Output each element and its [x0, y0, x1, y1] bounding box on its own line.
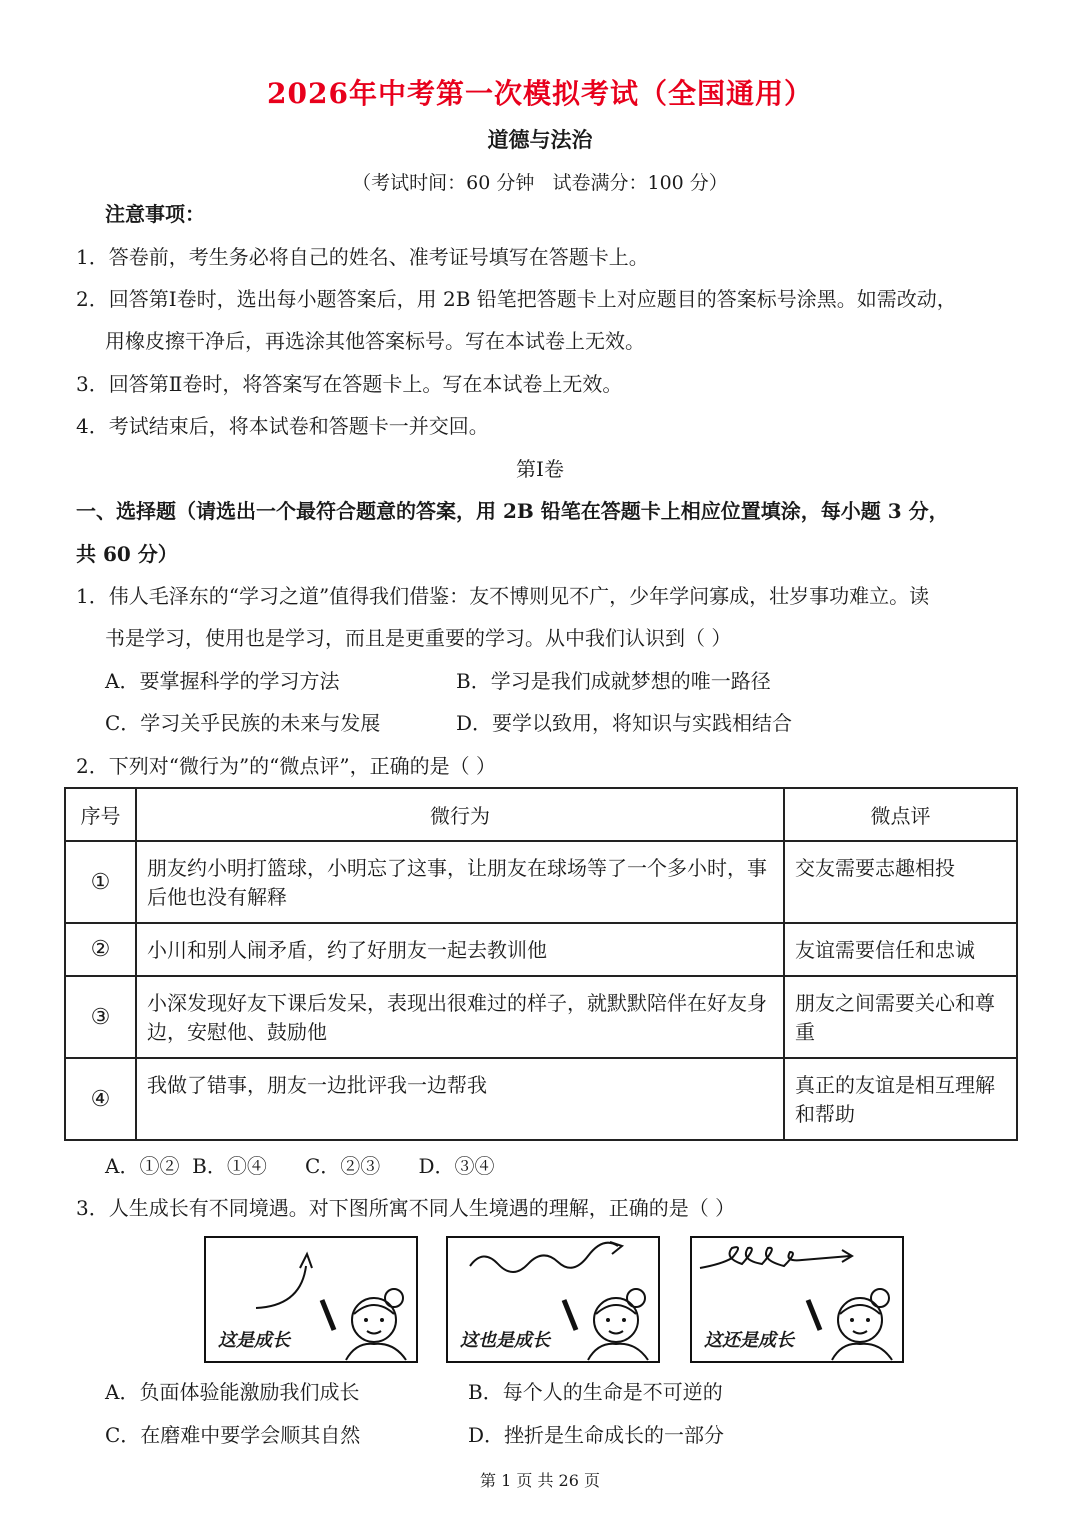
row-num: ① [65, 841, 136, 923]
teacher-figure-icon [322, 1289, 406, 1360]
notes-heading: 注意事项： [105, 202, 205, 226]
note-item: 4．考试结束后，将本试卷和答题卡一并交回。 [76, 414, 489, 438]
teacher-figure-icon [808, 1289, 892, 1360]
section-heading: 一、选择题（请选出一个最符合题意的答案，用 2B 铅笔在答题卡上相应位置填涂，每小题 3 分， [76, 499, 949, 523]
q3-option-b: B．每个人的生命是不可逆的 [468, 1380, 723, 1404]
q2-stem: 2．下列对“微行为”的“微点评”，正确的是（ ） [76, 754, 496, 778]
row-behavior: 朋友约小明打篮球，小明忘了这事，让朋友在球场等了一个多小时，事后他也没有解释 [136, 841, 784, 923]
cartoon-panel-2 [446, 1236, 660, 1363]
row-comment: 真正的友谊是相互理解和帮助 [784, 1058, 1017, 1140]
table-row [65, 841, 1017, 923]
teacher-figure-icon [564, 1289, 648, 1360]
row-comment: 交友需要志趣相投 [784, 841, 1017, 923]
table-row [65, 1058, 1017, 1140]
q3-option-d: D．挫折是生命成长的一部分 [468, 1423, 725, 1447]
row-behavior: 我做了错事，朋友一边批评我一边帮我 [136, 1058, 784, 1140]
row-comment: 友谊需要信任和忠诚 [784, 923, 1017, 976]
row-comment: 朋友之间需要关心和尊重 [784, 976, 1017, 1058]
cartoon-caption: 这也是成长 [460, 1330, 550, 1351]
q1-stem: 1．伟人毛泽东的“学习之道”值得我们借鉴：友不博则见不广，少年学问寡成，壮岁事功难立。读 [76, 584, 930, 608]
subject-title: 道德与法治 [487, 127, 593, 152]
q1-option-a: A．要掌握科学的学习方法 [105, 669, 340, 693]
q2-table [64, 787, 1018, 1141]
exam-info: （考试时间：60 分钟 试卷满分：100 分） [352, 172, 728, 194]
note-item: 用橡皮擦干净后，再选涂其他答案标号。写在本试卷上无效。 [105, 329, 645, 353]
table-header-row [65, 788, 1017, 841]
header-num: 序号 [65, 788, 136, 841]
row-num: ③ [65, 976, 136, 1058]
cartoon-caption: 这是成长 [218, 1330, 290, 1351]
note-item: 3．回答第Ⅱ卷时，将答案写在答题卡上。写在本试卷上无效。 [76, 372, 623, 396]
cartoon-panel-1 [204, 1236, 418, 1363]
q3-option-a: A．负面体验能激励我们成长 [105, 1380, 360, 1404]
row-num: ④ [65, 1058, 136, 1140]
cartoon-caption: 这还是成长 [704, 1330, 794, 1351]
cartoon-panel-3 [690, 1236, 904, 1363]
header-comment: 微点评 [784, 788, 1017, 841]
q1-stem-cont: 书是学习，使用也是学习，而且是更重要的学习。从中我们认识到（ ） [105, 626, 732, 650]
q1-option-b: B．学习是我们成就梦想的唯一路径 [456, 669, 771, 693]
header-behavior: 微行为 [136, 788, 784, 841]
row-behavior: 小深发现好友下课后发呆，表现出很难过的样子，就默默陪伴在好友身边，安慰他、鼓励他 [136, 976, 784, 1058]
exam-title: 2026年中考第一次模拟考试（全国通用） [267, 77, 813, 110]
row-behavior: 小川和别人闹矛盾，约了好朋友一起去教训他 [136, 923, 784, 976]
page-footer: 第 1 页 共 26 页 [480, 1471, 600, 1490]
note-item: 2．回答第Ⅰ卷时，选出每小题答案后，用 2B 铅笔把答题卡上对应题目的答案标号涂黑。如需改动， [76, 287, 957, 311]
q1-option-c: C．学习关乎民族的未来与发展 [105, 711, 381, 735]
row-num: ② [65, 923, 136, 976]
table-row [65, 923, 1017, 976]
table-row [65, 976, 1017, 1058]
note-item: 1．答卷前，考生务必将自己的姓名、准考证号填写在答题卡上。 [76, 245, 649, 269]
q3-stem: 3．人生成长有不同境遇。对下图所寓不同人生境遇的理解，正确的是（ ） [76, 1196, 736, 1220]
q3-option-c: C．在磨难中要学会顺其自然 [105, 1423, 361, 1447]
section-heading-cont: 共 60 分） [76, 542, 178, 566]
q2-options: A．①② B．①④ C．②③ D．③④ [105, 1154, 495, 1178]
volume-label: 第Ⅰ卷 [516, 457, 564, 481]
q1-option-d: D．要学以致用，将知识与实践相结合 [456, 711, 793, 735]
